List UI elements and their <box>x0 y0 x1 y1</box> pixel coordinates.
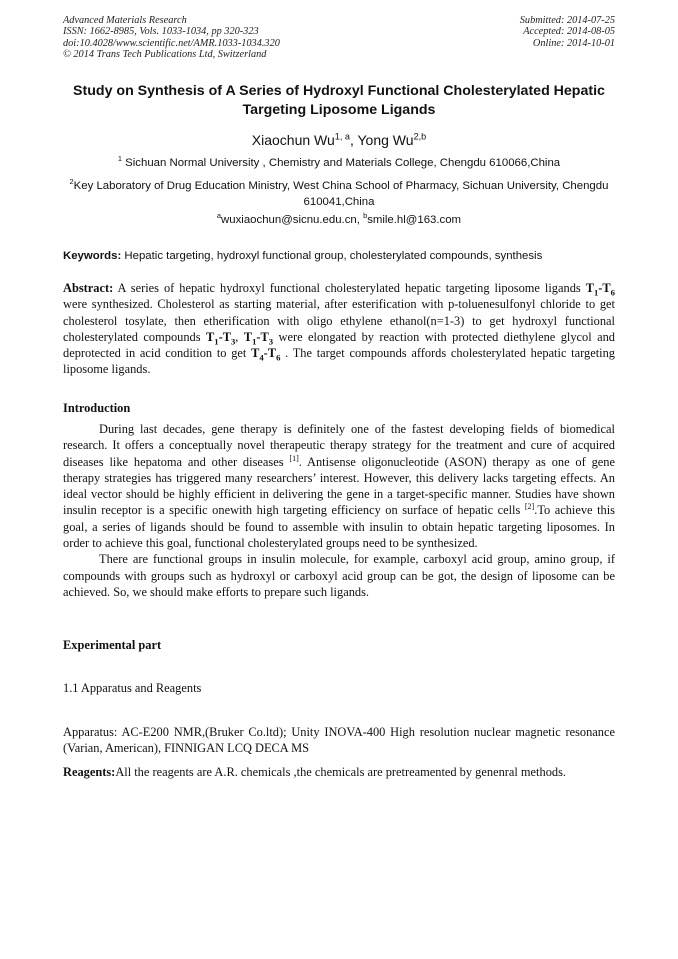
header-right <box>520 15 615 49</box>
affiliation-text: Key Laboratory of Drug Education Ministry, West China School of Pharmacy, Sichuan University, Chengdu 610041,China <box>73 180 609 208</box>
reagents-paragraph <box>63 764 615 780</box>
copyright-line: © 2014 Trans Tech Publications Ltd, Switzerland <box>63 49 267 61</box>
email-link[interactable]: smile.hl@163.com <box>367 214 462 226</box>
compound-label: $T_4-T_6$ <box>251 346 281 363</box>
email-link[interactable]: wuxiaochun@sicnu.edu.cn, <box>221 214 364 226</box>
citation[interactable]: [2] <box>524 502 535 512</box>
abstract-text: . The target compounds affords cholesterylated hepatic targeting liposome ligands. <box>63 346 615 377</box>
affiliation-1 <box>63 155 615 171</box>
author-emails <box>63 212 615 228</box>
affiliation-marker: 2 <box>69 177 74 187</box>
paragraph: During last decades, gene therapy is definitely one of the fastest developing fields of biomedical research. It offers a conceptually novel therapeutic therapy strategy for the treatment and cure of acquired diseases like hepatoma and other diseases [1]. Antisense oligonucleotide (ASON) therapy as one of gene therapy strategies has triggered many researchers’ interest. However, this delivery lacks targeting effects. An ideal vector should be highly efficient in delivering the gene in a target-specific manner. Studies have shown insulin receptor is a specific onewith high targeting efficiency on surface of hepatic cells [2].To achieve this goal, a series of ligands should be found to assemble with insulin to obtain hepatic targeting liposomes. In order to achieve this goal, functional cholesterylated groups need to be synthesized. <box>63 422 615 551</box>
compound-label: $T_1-T_3$ <box>205 329 236 347</box>
email-marker: a <box>216 211 222 221</box>
compound-label: $T_1-T_6$ <box>585 281 615 298</box>
header-left <box>63 15 280 61</box>
author-superscript: 1, a <box>334 131 350 142</box>
reagents-text: All the reagents are A.R. chemicals ,the chemicals are pretreamented by genenral methods. <box>115 765 567 779</box>
introduction-heading: Introduction <box>63 401 131 415</box>
abstract-text: were synthesized. Cholesterol as starting material, after esterification with p-toluenesulfonyl chloride to get cholesterol tosylate, then etherification with oligo ethylene ethanol(n=1-3) to get hydroxyl functional cholesterylated compounds <box>63 297 615 344</box>
abstract-text: A series of hepatic hydroxyl functional cholesterylated hepatic targeting liposome ligands <box>113 281 586 295</box>
introduction-body <box>63 421 615 600</box>
author-separator: , <box>349 132 358 148</box>
doi-line: doi:10.4028/www.scientific.net/AMR.1033-1034.320 <box>63 37 280 49</box>
paper-title: Study on Synthesis of A Series of Hydroxyl Functional Cholesterylated Hepatic Targeting Liposome Ligands <box>73 83 605 118</box>
citation[interactable]: [1] <box>289 453 299 463</box>
email-marker: b <box>363 211 368 221</box>
experimental-heading: Experimental part <box>63 638 162 652</box>
keywords-label: Keywords: <box>63 250 122 262</box>
paragraph: There are functional groups in insulin molecule, for example, carboxyl acid group, amino group, if compounds with groups such as hydroxyl or carboxyl acid group can be got, the design of liposome can be achieved. So, we should make efforts to prepare such ligands. <box>63 552 615 599</box>
affiliation-text: Sichuan Normal University , Chemistry and Materials College, Chengdu 610066,China <box>122 157 561 169</box>
author-list <box>63 131 615 149</box>
reagents-label: Reagents: <box>63 765 116 779</box>
issn-line: ISSN: 1662-8985, Vols. 1033-1034, pp 320-323 <box>63 26 259 38</box>
subsection-heading: 1.1 Apparatus and Reagents <box>63 681 202 695</box>
affiliation-marker: 1 <box>117 154 122 164</box>
abstract-label: Abstract: <box>63 281 114 295</box>
abstract-text: , <box>235 329 244 344</box>
abstract-text: were elongated by reaction with protected diethylene glycol and deprotected in acid condition to get <box>63 329 615 361</box>
compound-label: $T_1-T_3$ <box>243 329 274 347</box>
journal-name: Advanced Materials Research <box>63 15 187 26</box>
keywords-text: Hepatic targeting, hydroxyl functional group, cholesterylated compounds, synthesis <box>121 250 543 262</box>
author-name: Xiaochun Wu <box>251 132 335 148</box>
submitted-date: Submitted: 2014-07-25 <box>519 15 615 26</box>
accepted-date: Accepted: 2014-08-05 <box>523 26 615 38</box>
online-date: Online: 2014-10-01 <box>532 37 615 49</box>
affiliation-2 <box>63 178 615 210</box>
author-superscript: 2,b <box>413 131 427 142</box>
abstract <box>63 280 615 378</box>
keywords <box>63 248 615 264</box>
author-name: Yong Wu <box>357 132 414 148</box>
apparatus-paragraph: Apparatus: AC-E200 NMR,(Bruker Co.ltd); Unity INOVA-400 High resolution nuclear magnetic resonance (Varian, American), FINNIGAN LCQ DECA MS <box>63 725 615 756</box>
